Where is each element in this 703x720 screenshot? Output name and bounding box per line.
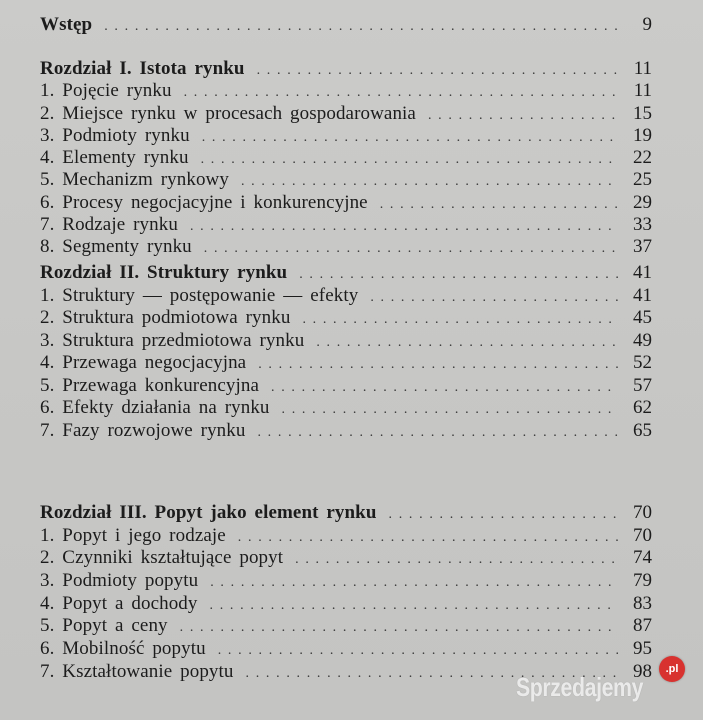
page-number: 9 xyxy=(642,14,652,35)
toc-entry xyxy=(40,570,652,593)
page-number: 83 xyxy=(633,592,652,614)
watermark-text: Sprzedajemy xyxy=(516,672,644,702)
dot-leader xyxy=(302,309,618,331)
entry-title: 3. Podmioty popytu xyxy=(40,570,199,592)
dot-leader xyxy=(428,105,618,127)
dot-leader xyxy=(389,504,618,526)
entry-title: 7. Rodzaje rynku xyxy=(40,214,178,236)
entry-title: 8. Segmenty rynku xyxy=(40,236,192,258)
page-number: 62 xyxy=(633,397,652,418)
toc-entry xyxy=(40,307,652,330)
dot-leader xyxy=(241,171,618,193)
chapter-1 xyxy=(40,58,652,259)
entry-title: 1. Popyt i jego rodzaje xyxy=(40,524,226,546)
toc-entry xyxy=(40,397,652,420)
entry-title: 7. Fazy rozwojowe rynku xyxy=(40,419,246,441)
page-number: 49 xyxy=(633,329,652,351)
entry-title: 5. Przewaga konkurencyjna xyxy=(40,374,260,396)
toc-entry xyxy=(40,330,652,353)
entry-title: Rozdział I. Istota rynku xyxy=(40,58,245,79)
entry-title: 3. Struktura przedmiotowa rynku xyxy=(40,329,305,351)
chapter-heading xyxy=(40,262,652,285)
page-number: 11 xyxy=(633,58,652,79)
intro-section xyxy=(40,14,652,36)
entry-title: 5. Mechanizm rynkowy xyxy=(40,169,229,191)
entry-title: Wstęp xyxy=(40,14,93,35)
dot-leader xyxy=(282,399,618,421)
page-number: 19 xyxy=(633,124,652,146)
dot-leader xyxy=(202,127,618,149)
page-number: 57 xyxy=(633,374,652,396)
page-number: 29 xyxy=(633,191,652,213)
toc-entry xyxy=(40,547,652,570)
toc-entry-intro xyxy=(40,14,652,36)
toc-entry xyxy=(40,638,652,661)
toc-entry xyxy=(40,169,652,191)
dot-leader xyxy=(370,287,618,309)
toc-entry xyxy=(40,420,652,443)
page-number: 45 xyxy=(633,307,652,328)
entry-title: 4. Popyt a dochody xyxy=(40,592,198,614)
toc-entry xyxy=(40,147,652,169)
entry-title: 6. Procesy negocjacyjne i konkurencyjne xyxy=(40,191,368,213)
page-number: 15 xyxy=(633,102,652,124)
dot-leader xyxy=(210,595,618,617)
page-number: 95 xyxy=(633,638,652,660)
toc-entry xyxy=(40,192,652,214)
entry-title: 4. Przewaga negocjacyjna xyxy=(40,352,247,373)
page-number: 70 xyxy=(633,502,652,523)
entry-title: 2. Miejsce rynku w procesach gospodarowania xyxy=(40,102,416,124)
toc-entry xyxy=(40,593,652,616)
entry-title: 1. Struktury — postępowanie — efekty xyxy=(40,284,359,306)
dot-leader xyxy=(204,238,618,260)
dot-leader xyxy=(218,640,618,662)
watermark-badge-icon: .pl xyxy=(659,656,685,682)
chapter-3 xyxy=(40,502,652,684)
page-number: 25 xyxy=(633,169,652,191)
dot-leader xyxy=(258,354,618,376)
entry-title: 6. Efekty działania na rynku xyxy=(40,397,270,418)
page-number: 79 xyxy=(633,570,652,592)
entry-title: 1. Pojęcie rynku xyxy=(40,80,172,102)
entry-title: Rozdział II. Struktury rynku xyxy=(40,262,288,283)
dot-leader xyxy=(184,82,618,104)
chapter-heading xyxy=(40,58,652,80)
dot-leader xyxy=(180,617,618,639)
entry-title: 7. Kształtowanie popytu xyxy=(40,660,234,682)
chapter-heading xyxy=(40,502,652,525)
dot-leader xyxy=(210,572,618,594)
dot-leader xyxy=(201,149,618,171)
dot-leader xyxy=(257,422,618,444)
dot-leader xyxy=(257,60,618,82)
entry-title: 4. Elementy rynku xyxy=(40,147,189,169)
page-number: 33 xyxy=(633,214,652,236)
toc-entry xyxy=(40,125,652,147)
dot-leader xyxy=(238,527,618,549)
page-number: 98 xyxy=(633,660,652,682)
entry-title: Rozdział III. Popyt jako element rynku xyxy=(40,502,377,523)
toc-entry xyxy=(40,352,652,375)
toc-entry xyxy=(40,375,652,398)
toc-entry xyxy=(40,103,652,125)
page-number: 41 xyxy=(633,284,652,306)
dot-leader xyxy=(271,377,618,399)
toc-entry xyxy=(40,214,652,236)
page-number: 74 xyxy=(633,547,652,569)
dot-leader xyxy=(299,264,618,286)
dot-leader xyxy=(380,194,618,216)
page-number: 52 xyxy=(633,352,652,373)
page-number: 70 xyxy=(633,524,652,546)
entry-title: 2. Czynniki kształtujące popyt xyxy=(40,547,284,569)
dot-leader xyxy=(316,332,618,354)
entry-title: 6. Mobilność popytu xyxy=(40,638,206,660)
toc-entry xyxy=(40,285,652,308)
entry-title: 2. Struktura podmiotowa rynku xyxy=(40,307,291,328)
page-number: 65 xyxy=(633,419,652,441)
entry-title: 5. Popyt a ceny xyxy=(40,615,168,637)
entry-title: 3. Podmioty rynku xyxy=(40,124,190,146)
toc-entry xyxy=(40,80,652,102)
toc-entry xyxy=(40,525,652,548)
page-number: 87 xyxy=(633,615,652,637)
page-number: 11 xyxy=(633,80,652,102)
dot-leader xyxy=(295,549,618,571)
chapter-2 xyxy=(40,262,652,442)
dot-leader xyxy=(104,16,618,38)
page-number: 22 xyxy=(633,147,652,169)
toc-entry xyxy=(40,236,652,258)
page-number: 37 xyxy=(633,236,652,258)
dot-leader xyxy=(190,216,618,238)
page-number: 41 xyxy=(633,262,652,283)
toc-entry xyxy=(40,615,652,638)
